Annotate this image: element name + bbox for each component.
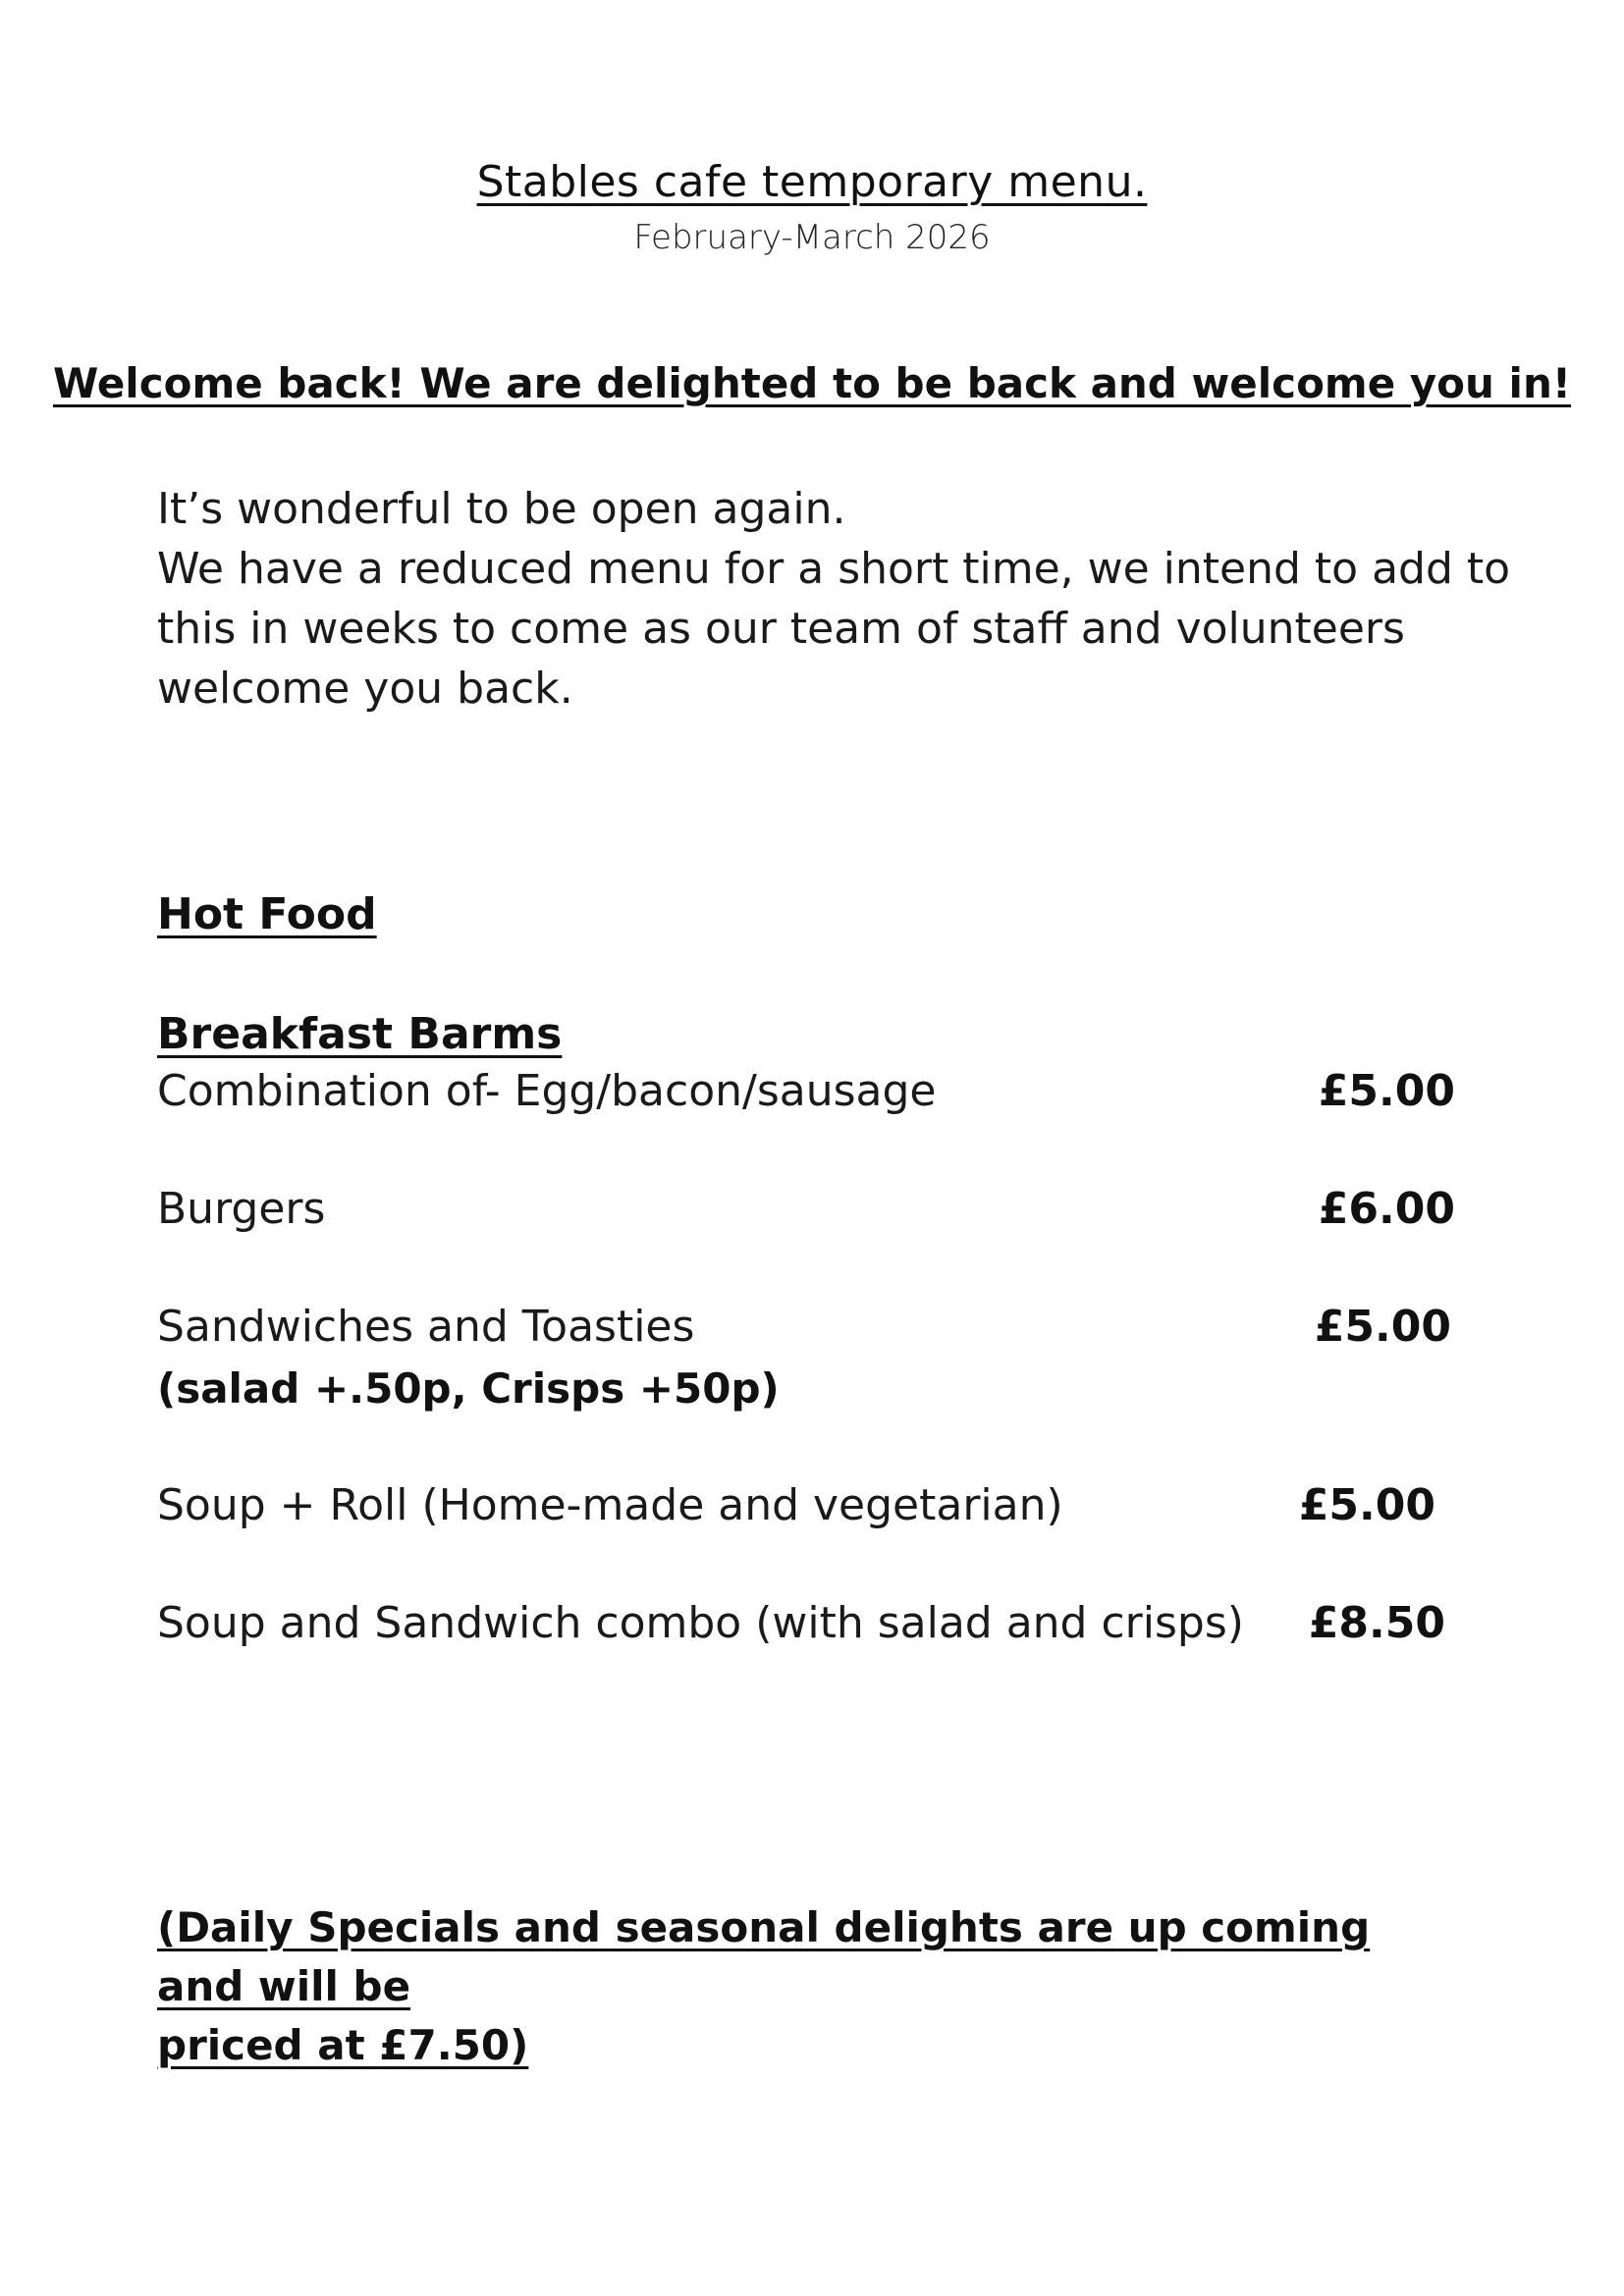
specials-line: (Daily Specials and seasonal delights are up coming and will be: [157, 1903, 1371, 2010]
hot-food-heading: Hot Food: [157, 889, 377, 939]
menu-item-name: Soup and Sandwich combo (with salad and crisps): [157, 1598, 1244, 1648]
menu-item-name: Burgers: [157, 1184, 326, 1234]
menu-item-price: £5.00: [1314, 1302, 1451, 1352]
menu-item-price: £5.00: [1318, 1066, 1455, 1116]
specials-line: priced at £7.50): [157, 2021, 529, 2069]
welcome-heading: Welcome back! We are delighted to be back and welcome you in!: [52, 359, 1572, 407]
menu-item-price: £6.00: [1318, 1184, 1455, 1234]
intro-line: welcome you back.: [157, 664, 573, 714]
menu-item-name: Combination of- Egg/bacon/sausage: [157, 1066, 937, 1116]
menu-item-name: Sandwiches and Toasties: [157, 1302, 695, 1352]
intro-line: It’s wonderful to be open again.: [157, 484, 846, 534]
menu-item-price: £8.50: [1308, 1598, 1445, 1648]
menu-title: Stables cafe temporary menu.: [476, 157, 1148, 207]
intro-paragraph: [157, 479, 1511, 719]
menu-date-range: February-March 2026: [633, 218, 991, 257]
daily-specials-note: [157, 1898, 1463, 2075]
menu-item-name: Soup + Roll (Home-made and vegetarian): [157, 1480, 1063, 1530]
intro-line: We have a reduced menu for a short time, we intend to add to: [157, 544, 1511, 594]
breakfast-barms-heading: Breakfast Barms: [157, 1009, 563, 1059]
intro-line: this in weeks to come as our team of staff and volunteers: [157, 604, 1405, 654]
menu-item-price: £5.00: [1298, 1480, 1435, 1530]
menu-item-extras-note: (salad +.50p, Crisps +50p): [157, 1364, 780, 1413]
